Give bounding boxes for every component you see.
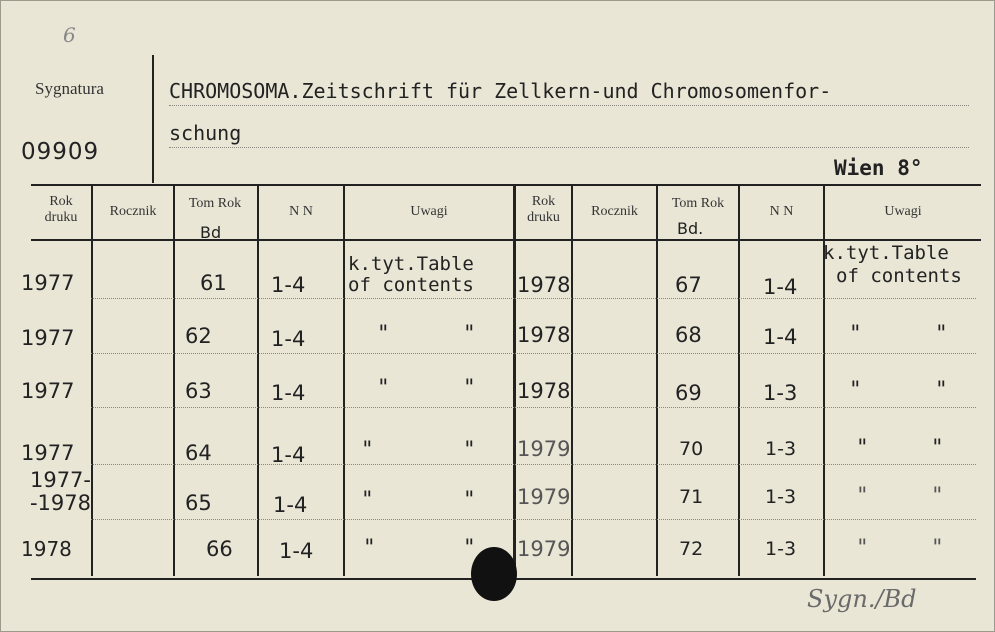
title-line-1: CHROMOSOMA.Zeitschrift für Zellkern-und Chromosomenfor- (169, 79, 832, 103)
col-line (343, 186, 345, 576)
row-rule (91, 464, 976, 465)
cell-nn: 1-4 (271, 381, 306, 405)
header-rocznik: Rocznik (591, 204, 638, 219)
cell-nn: 1-3 (763, 381, 798, 405)
cell-uwagi-ditto: " (463, 321, 476, 345)
sygnatura-value: 09909 (21, 139, 100, 165)
col-line (91, 186, 93, 576)
cell-year: 1977 (21, 271, 75, 295)
cell-tom: 66 (206, 537, 233, 561)
cell-year: 1978 (21, 537, 72, 561)
cell-uwagi-ditto: " (849, 377, 862, 401)
row-rule (91, 298, 976, 299)
cell-tom: 72 (679, 538, 704, 560)
cell-nn: 1-3 (765, 538, 797, 560)
cell-nn: 1-3 (765, 438, 797, 460)
cell-uwagi-ditto: " (463, 375, 476, 399)
cell-tom: 61 (200, 271, 227, 295)
cell-tom: 71 (679, 486, 704, 508)
cell-tom: 70 (679, 438, 704, 460)
cell-year: 1979 (517, 485, 571, 509)
cell-nn: 1-4 (273, 493, 308, 517)
cell-tom: 62 (185, 324, 212, 348)
cell-tom: 68 (675, 323, 702, 347)
cell-nn: 1-4 (279, 539, 314, 563)
cell-year: 1977 (21, 441, 75, 465)
cell-uwagi-ditto: " (935, 377, 948, 401)
sygnatura-divider (152, 55, 154, 183)
cell-year: 1978 (517, 323, 571, 347)
cell-uwagi: of contents (348, 274, 474, 296)
cell-uwagi: k.tyt.Table (823, 242, 949, 264)
cell-uwagi-ditto: " (363, 535, 376, 559)
cell-uwagi-ditto: " (849, 321, 862, 345)
cell-year: 1977 (21, 379, 75, 403)
col-line-center (513, 186, 516, 576)
cell-uwagi-ditto: " (463, 437, 476, 461)
cell-year: 1977- -1978 (29, 468, 91, 515)
cell-uwagi-ditto: " (856, 483, 869, 507)
title-line-2: schung (169, 121, 242, 145)
row-rule (91, 353, 976, 354)
punch-hole (471, 547, 517, 601)
row-rule (91, 407, 976, 408)
cell-nn: 1-4 (271, 443, 306, 467)
cell-uwagi-ditto: " (856, 435, 869, 459)
cell-uwagi-ditto: " (931, 535, 944, 559)
cell-year: 1979 (517, 537, 571, 561)
cell-tom: 63 (185, 379, 212, 403)
cell-nn: 1-4 (763, 275, 798, 299)
header-tom: Tom Rok (188, 196, 242, 211)
cell-uwagi-ditto: " (931, 483, 944, 507)
cell-tom: 65 (185, 491, 212, 515)
header-tom: Tom Rok (671, 196, 725, 211)
header-tom-written: Bd. (677, 219, 704, 238)
cell-nn: 1-4 (271, 327, 306, 351)
header-uwagi: Uwagi (410, 204, 448, 219)
cell-tom: 67 (675, 273, 702, 297)
col-line (656, 186, 658, 576)
cell-uwagi-ditto: " (931, 435, 944, 459)
cell-uwagi-ditto: " (856, 535, 869, 559)
col-line (571, 186, 573, 576)
header-nn: N N (289, 204, 313, 219)
title-rule-1 (169, 105, 969, 106)
cell-uwagi-ditto: " (377, 375, 390, 399)
place-format: Wien 8° (834, 156, 923, 180)
sygnatura-label: Sygnatura (35, 79, 104, 98)
col-line (173, 186, 175, 576)
cell-nn: 1-4 (271, 273, 306, 297)
col-line (257, 186, 259, 576)
header-rok-druku: Rok druku (44, 194, 78, 225)
header-nn: N N (769, 204, 794, 219)
col-line (738, 186, 740, 576)
header-tom-written: Bd (200, 223, 222, 242)
cell-uwagi-ditto: " (463, 535, 476, 559)
cell-tom: 69 (675, 381, 702, 405)
cell-nn: 1-4 (763, 325, 798, 349)
cell-year: 1977 (21, 326, 75, 350)
cell-uwagi: of contents (836, 266, 962, 287)
row-rule (91, 519, 976, 520)
cell-uwagi-ditto: " (377, 321, 390, 345)
cell-uwagi-ditto: " (361, 437, 374, 461)
corner-mark: 6 (63, 23, 76, 47)
footer-handwritten-note: Sygn./Bd (807, 585, 917, 613)
cell-tom: 64 (185, 441, 212, 465)
cell-uwagi: k.tyt.Table (348, 253, 474, 275)
cell-year: 1979 (517, 437, 571, 461)
header-rocznik: Rocznik (109, 204, 157, 219)
header-uwagi: Uwagi (884, 204, 922, 219)
header-rok-druku: Rok druku (527, 194, 560, 225)
cell-uwagi-ditto: " (361, 487, 374, 511)
cell-year: 1978 (517, 379, 571, 403)
cell-year: 1978 (517, 273, 571, 297)
cell-nn: 1-3 (765, 486, 797, 508)
cell-uwagi-ditto: " (463, 487, 476, 511)
cell-uwagi-ditto: " (935, 321, 948, 345)
title-rule-2 (169, 147, 969, 148)
